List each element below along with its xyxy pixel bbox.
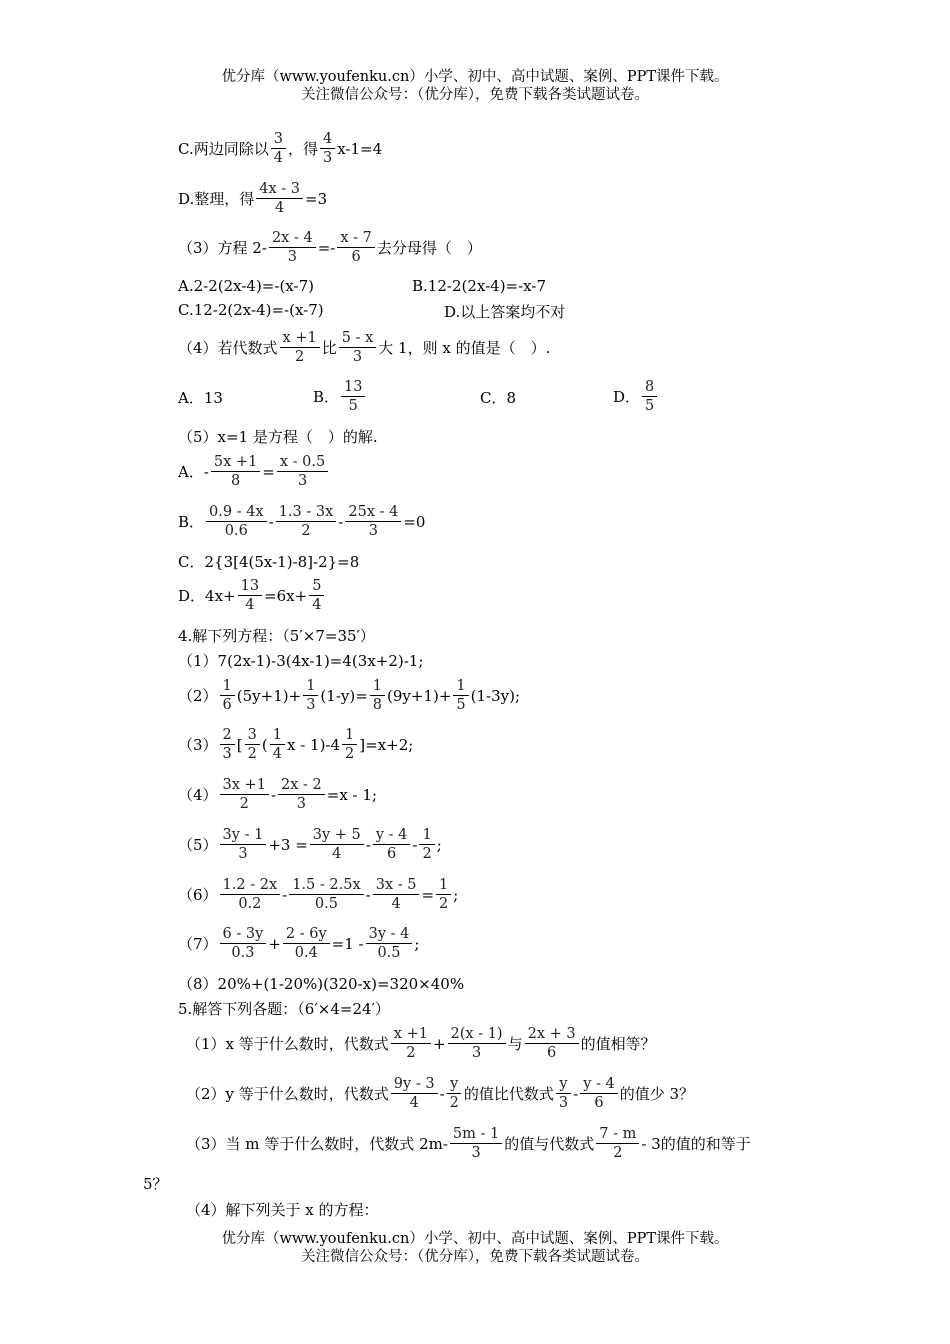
fraction [580, 1075, 618, 1112]
denominator: 2 [439, 896, 449, 912]
text: - [573, 1084, 579, 1103]
s4-problem-5 [178, 826, 442, 863]
q3-stem [178, 229, 482, 266]
fraction [283, 925, 330, 962]
q4-option-b [313, 378, 367, 415]
q3-option-b: B.12-2(2x-4)=-x-7 [412, 277, 546, 295]
text: + [268, 934, 281, 953]
fraction [525, 1025, 579, 1062]
fraction [220, 726, 235, 763]
denominator: 2 [422, 846, 432, 862]
numerator: 3x - 5 [373, 876, 420, 895]
q3-option-a: A.2-2(2x-4)=-(x-7) [178, 277, 314, 295]
numerator: 3 [245, 726, 260, 745]
numerator: 13 [238, 577, 262, 596]
footer-line-1: 优分库（www.youfenku.cn）小学、初中、高中试题、案例、PPT课件下载。 [221, 1231, 729, 1247]
numerator: 1 [453, 677, 468, 696]
fraction [448, 1025, 506, 1062]
text: （2） [178, 687, 218, 705]
q3-option-c: C.12-2(2x-4)=-(x-7) [178, 301, 324, 319]
text: （4） [178, 786, 218, 804]
text: B． [313, 388, 340, 406]
fraction [436, 876, 451, 913]
numerator: 1 [303, 677, 318, 696]
numerator: 5 [309, 577, 324, 596]
text: 比 [321, 339, 337, 357]
s4-problem-8: （8）20%+(1-20%)(320-x)=320×40% [178, 975, 465, 993]
denominator: 3 [306, 697, 316, 713]
text: x-1=4 [337, 139, 383, 158]
text: D．4x+ [178, 587, 236, 605]
fraction [337, 229, 375, 266]
q4-option-c: C．8 [480, 389, 517, 407]
s4-problem-6 [178, 876, 458, 913]
fraction [642, 378, 657, 415]
denominator: 3 [222, 746, 232, 762]
numerator: 1 [419, 826, 434, 845]
section-4-title: 4.解下列方程：（5′×7=35′） [178, 627, 375, 645]
text: =- [317, 238, 336, 257]
numerator: 2(x - 1) [448, 1025, 506, 1044]
text: x - 1)-4 [286, 735, 341, 754]
fraction [339, 329, 377, 366]
numerator: 0.9 - 4x [206, 503, 267, 522]
text: 大 1，则 x 的值是（ ）. [378, 339, 551, 357]
numerator: 1.2 - 2x [220, 876, 281, 895]
denominator: 2 [295, 349, 305, 365]
numerator: 1 [270, 726, 285, 745]
s4-problem-3 [178, 726, 413, 763]
s4-problem-4 [178, 776, 377, 813]
numerator: 2 - 6y [283, 925, 330, 944]
denominator: 3 [296, 796, 306, 812]
denominator: 5 [645, 398, 655, 414]
s4-problem-1: （1）7(2x-1)-3(4x-1)=4(3x+2)-1; [178, 652, 424, 670]
q5-option-b [178, 503, 425, 540]
denominator: 0.3 [231, 945, 255, 961]
text: + [432, 1034, 446, 1053]
fraction [269, 229, 316, 266]
text: （7） [178, 935, 218, 953]
denominator: 6 [546, 1045, 557, 1061]
numerator: 1 [370, 677, 385, 696]
q5-option-a [178, 453, 330, 490]
fraction [211, 453, 260, 490]
numerator: 3y - 4 [366, 925, 413, 944]
fraction [220, 876, 281, 913]
numerator: 3x +1 [220, 776, 269, 795]
text: （5） [178, 836, 218, 854]
fraction [270, 726, 285, 763]
text: =x - 1; [326, 785, 377, 804]
denominator: 3 [558, 1095, 569, 1111]
text: - [365, 885, 371, 904]
fraction [278, 776, 325, 813]
option-c-line [178, 130, 382, 167]
text: 的值少 3？ [619, 1085, 695, 1103]
denominator: 3 [471, 1045, 482, 1061]
numerator: 2x - 2 [278, 776, 325, 795]
text: ，得 [287, 140, 318, 158]
denominator: 6 [387, 846, 397, 862]
fraction [596, 1125, 639, 1162]
denominator: 2 [345, 746, 355, 762]
numerator: 1 [436, 876, 451, 895]
text: ; [414, 934, 420, 953]
text: (5y+1)+ [236, 686, 302, 705]
numerator: 2 [220, 726, 235, 745]
denominator: 0.4 [294, 945, 318, 961]
text: =3 [305, 189, 328, 208]
denominator: 2 [247, 746, 257, 762]
denominator: 3 [352, 349, 363, 365]
numerator: 2x - 4 [269, 229, 316, 248]
denominator: 6 [594, 1095, 604, 1111]
numerator: 7 - m [596, 1125, 639, 1144]
numerator: x - 0.5 [277, 453, 328, 472]
q5-option-d [178, 577, 326, 614]
text: - [365, 835, 371, 854]
numerator: 25x - 4 [345, 503, 401, 522]
denominator: 3 [368, 523, 378, 539]
numerator: 3 [271, 130, 286, 149]
denominator: 8 [230, 473, 241, 489]
numerator: y [556, 1075, 570, 1094]
numerator: 2x + 3 [525, 1025, 579, 1044]
denominator: 0.5 [314, 896, 338, 912]
denominator: 4 [332, 846, 342, 862]
text: D.整理，得 [178, 190, 255, 208]
fraction [303, 677, 318, 714]
text: =0 [403, 512, 426, 531]
denominator: 2 [239, 796, 249, 812]
numerator: 3y + 5 [310, 826, 364, 845]
text: - [282, 885, 288, 904]
fraction [373, 826, 411, 863]
fraction [345, 503, 401, 540]
numerator: 6 - 3y [220, 925, 267, 944]
numerator: 4x - 3 [256, 180, 303, 199]
s5-problem-1 [186, 1025, 656, 1062]
text: C.两边同除以 [178, 140, 269, 158]
denominator: 5 [456, 697, 466, 713]
text: B． [178, 513, 205, 531]
fraction [391, 1025, 431, 1062]
fraction [341, 378, 365, 415]
q4-stem [178, 329, 550, 366]
denominator: 3 [471, 1145, 481, 1161]
text: - [270, 785, 277, 804]
text: (9y+1)+ [387, 686, 452, 705]
text: （2）y 等于什么数时，代数式 [186, 1085, 389, 1103]
q4-option-d [613, 378, 659, 415]
denominator: 6 [351, 249, 361, 265]
fraction [220, 677, 235, 714]
text: =1 - [331, 934, 364, 953]
text: (1-3y); [470, 686, 521, 705]
q5-stem: （5）x=1 是方程（ ）的解. [178, 428, 378, 446]
numerator: y - 4 [580, 1075, 618, 1094]
text: ]=x+2; [359, 735, 414, 754]
fraction [256, 180, 303, 217]
footer-line-2: 关注微信公众号：（优分库），免费下载各类试题试卷。 [301, 1249, 649, 1265]
text: - [412, 835, 418, 854]
denominator: 0.2 [238, 896, 262, 912]
s4-problem-7 [178, 925, 419, 962]
denominator: 3 [322, 150, 333, 166]
fraction [245, 726, 260, 763]
numerator: 5x +1 [211, 453, 260, 472]
option-d-line [178, 180, 327, 217]
text: （4）若代数式 [178, 339, 278, 357]
text: （3）当 m 等于什么数时，代数式 2m- [186, 1135, 448, 1153]
text: 的值比代数式 [463, 1085, 554, 1103]
header-line-1: 优分库（www.youfenku.cn）小学、初中、高中试题、案例、PPT课件下载。 [221, 69, 729, 85]
text: 的值与代数式 [504, 1135, 595, 1153]
denominator: 0.5 [377, 945, 401, 961]
fraction [373, 876, 420, 913]
denominator: 4 [245, 597, 255, 613]
denominator: 4 [312, 597, 322, 613]
denominator: 4 [409, 1095, 419, 1111]
fraction [206, 503, 267, 540]
fraction [271, 130, 286, 167]
denominator: 5 [348, 398, 358, 414]
numerator: 4 [320, 130, 335, 149]
fraction [342, 726, 357, 763]
numerator: x - 7 [337, 229, 375, 248]
fraction [220, 925, 267, 962]
denominator: 4 [275, 200, 285, 216]
denominator: 3 [238, 846, 248, 862]
fraction [450, 1125, 502, 1162]
s5-problem-4: （4）解下列关于 x 的方程： [186, 1201, 379, 1219]
denominator: 4 [273, 150, 283, 166]
denominator: 2 [613, 1145, 623, 1161]
text: - [439, 1084, 445, 1103]
text: ( [261, 735, 268, 754]
text: = [262, 462, 275, 481]
numerator: y - 4 [373, 826, 411, 845]
text: （1）x 等于什么数时，代数式 [186, 1035, 389, 1053]
denominator: 2 [449, 1095, 459, 1111]
numerator: 1.3 - 3x [276, 503, 337, 522]
numerator: 5m - 1 [450, 1125, 502, 1144]
text: =6x+ [264, 586, 308, 605]
fraction [447, 1075, 462, 1112]
text: [ [236, 735, 243, 754]
text: 的值相等？ [580, 1035, 656, 1053]
fraction [280, 329, 320, 366]
denominator: 2 [301, 523, 311, 539]
fraction [220, 826, 267, 863]
text: (1-y)= [320, 686, 368, 705]
numerator: 1 [220, 677, 235, 696]
fraction [220, 776, 269, 813]
denominator: 0.6 [224, 523, 248, 539]
text: （3）方程 2- [178, 239, 267, 257]
denominator: 3 [297, 473, 308, 489]
fraction [419, 826, 434, 863]
denominator: 3 [287, 249, 297, 265]
section-5-title: 5.解答下列各题：（6′×4=24′） [178, 1000, 390, 1018]
text: = [421, 885, 435, 904]
numerator: 9y - 3 [391, 1075, 438, 1094]
numerator: 1.5 - 2.5x [289, 876, 363, 895]
fraction [277, 453, 328, 490]
text: ; [453, 885, 459, 904]
header-line-2: 关注微信公众号：（优分库），免费下载各类试题试卷。 [301, 87, 649, 103]
text: - 3的值的和等于 [641, 1135, 751, 1153]
fraction [310, 826, 364, 863]
fraction [289, 876, 363, 913]
denominator: 4 [272, 746, 282, 762]
q4-option-a: A．13 [178, 389, 223, 407]
s5-problem-3-wrap: 5？ [143, 1175, 168, 1193]
fraction [370, 677, 385, 714]
s5-problem-2 [186, 1075, 694, 1112]
text: （6） [178, 886, 218, 904]
numerator: 8 [642, 378, 657, 397]
q5-option-c: C．2{3[4(5x-1)-8]-2}=8 [178, 553, 360, 571]
fraction [391, 1075, 438, 1112]
s4-problem-2 [178, 677, 520, 714]
numerator: 5 - x [339, 329, 377, 348]
text: （3） [178, 736, 218, 754]
s5-problem-3 [186, 1125, 751, 1162]
text: A．- [178, 463, 209, 481]
numerator: x +1 [391, 1025, 431, 1044]
fraction [320, 130, 335, 167]
text: ; [436, 835, 442, 854]
numerator: 3y - 1 [220, 826, 267, 845]
text: - [268, 512, 274, 531]
fraction [238, 577, 262, 614]
text: 与 [507, 1035, 523, 1053]
text: D． [613, 388, 641, 406]
fraction [453, 677, 468, 714]
denominator: 6 [222, 697, 232, 713]
numerator: 13 [341, 378, 365, 397]
numerator: x +1 [280, 329, 320, 348]
fraction [366, 925, 413, 962]
q3-option-d: D.以上答案均不对 [444, 303, 566, 321]
denominator: 4 [391, 896, 401, 912]
text: - [338, 512, 344, 531]
fraction [556, 1075, 571, 1112]
fraction [309, 577, 324, 614]
numerator: y [447, 1075, 461, 1094]
fraction [276, 503, 337, 540]
text: +3 = [268, 835, 308, 854]
denominator: 8 [372, 697, 383, 713]
denominator: 2 [406, 1045, 416, 1061]
text: 去分母得（ ） [376, 239, 482, 257]
numerator: 1 [342, 726, 357, 745]
